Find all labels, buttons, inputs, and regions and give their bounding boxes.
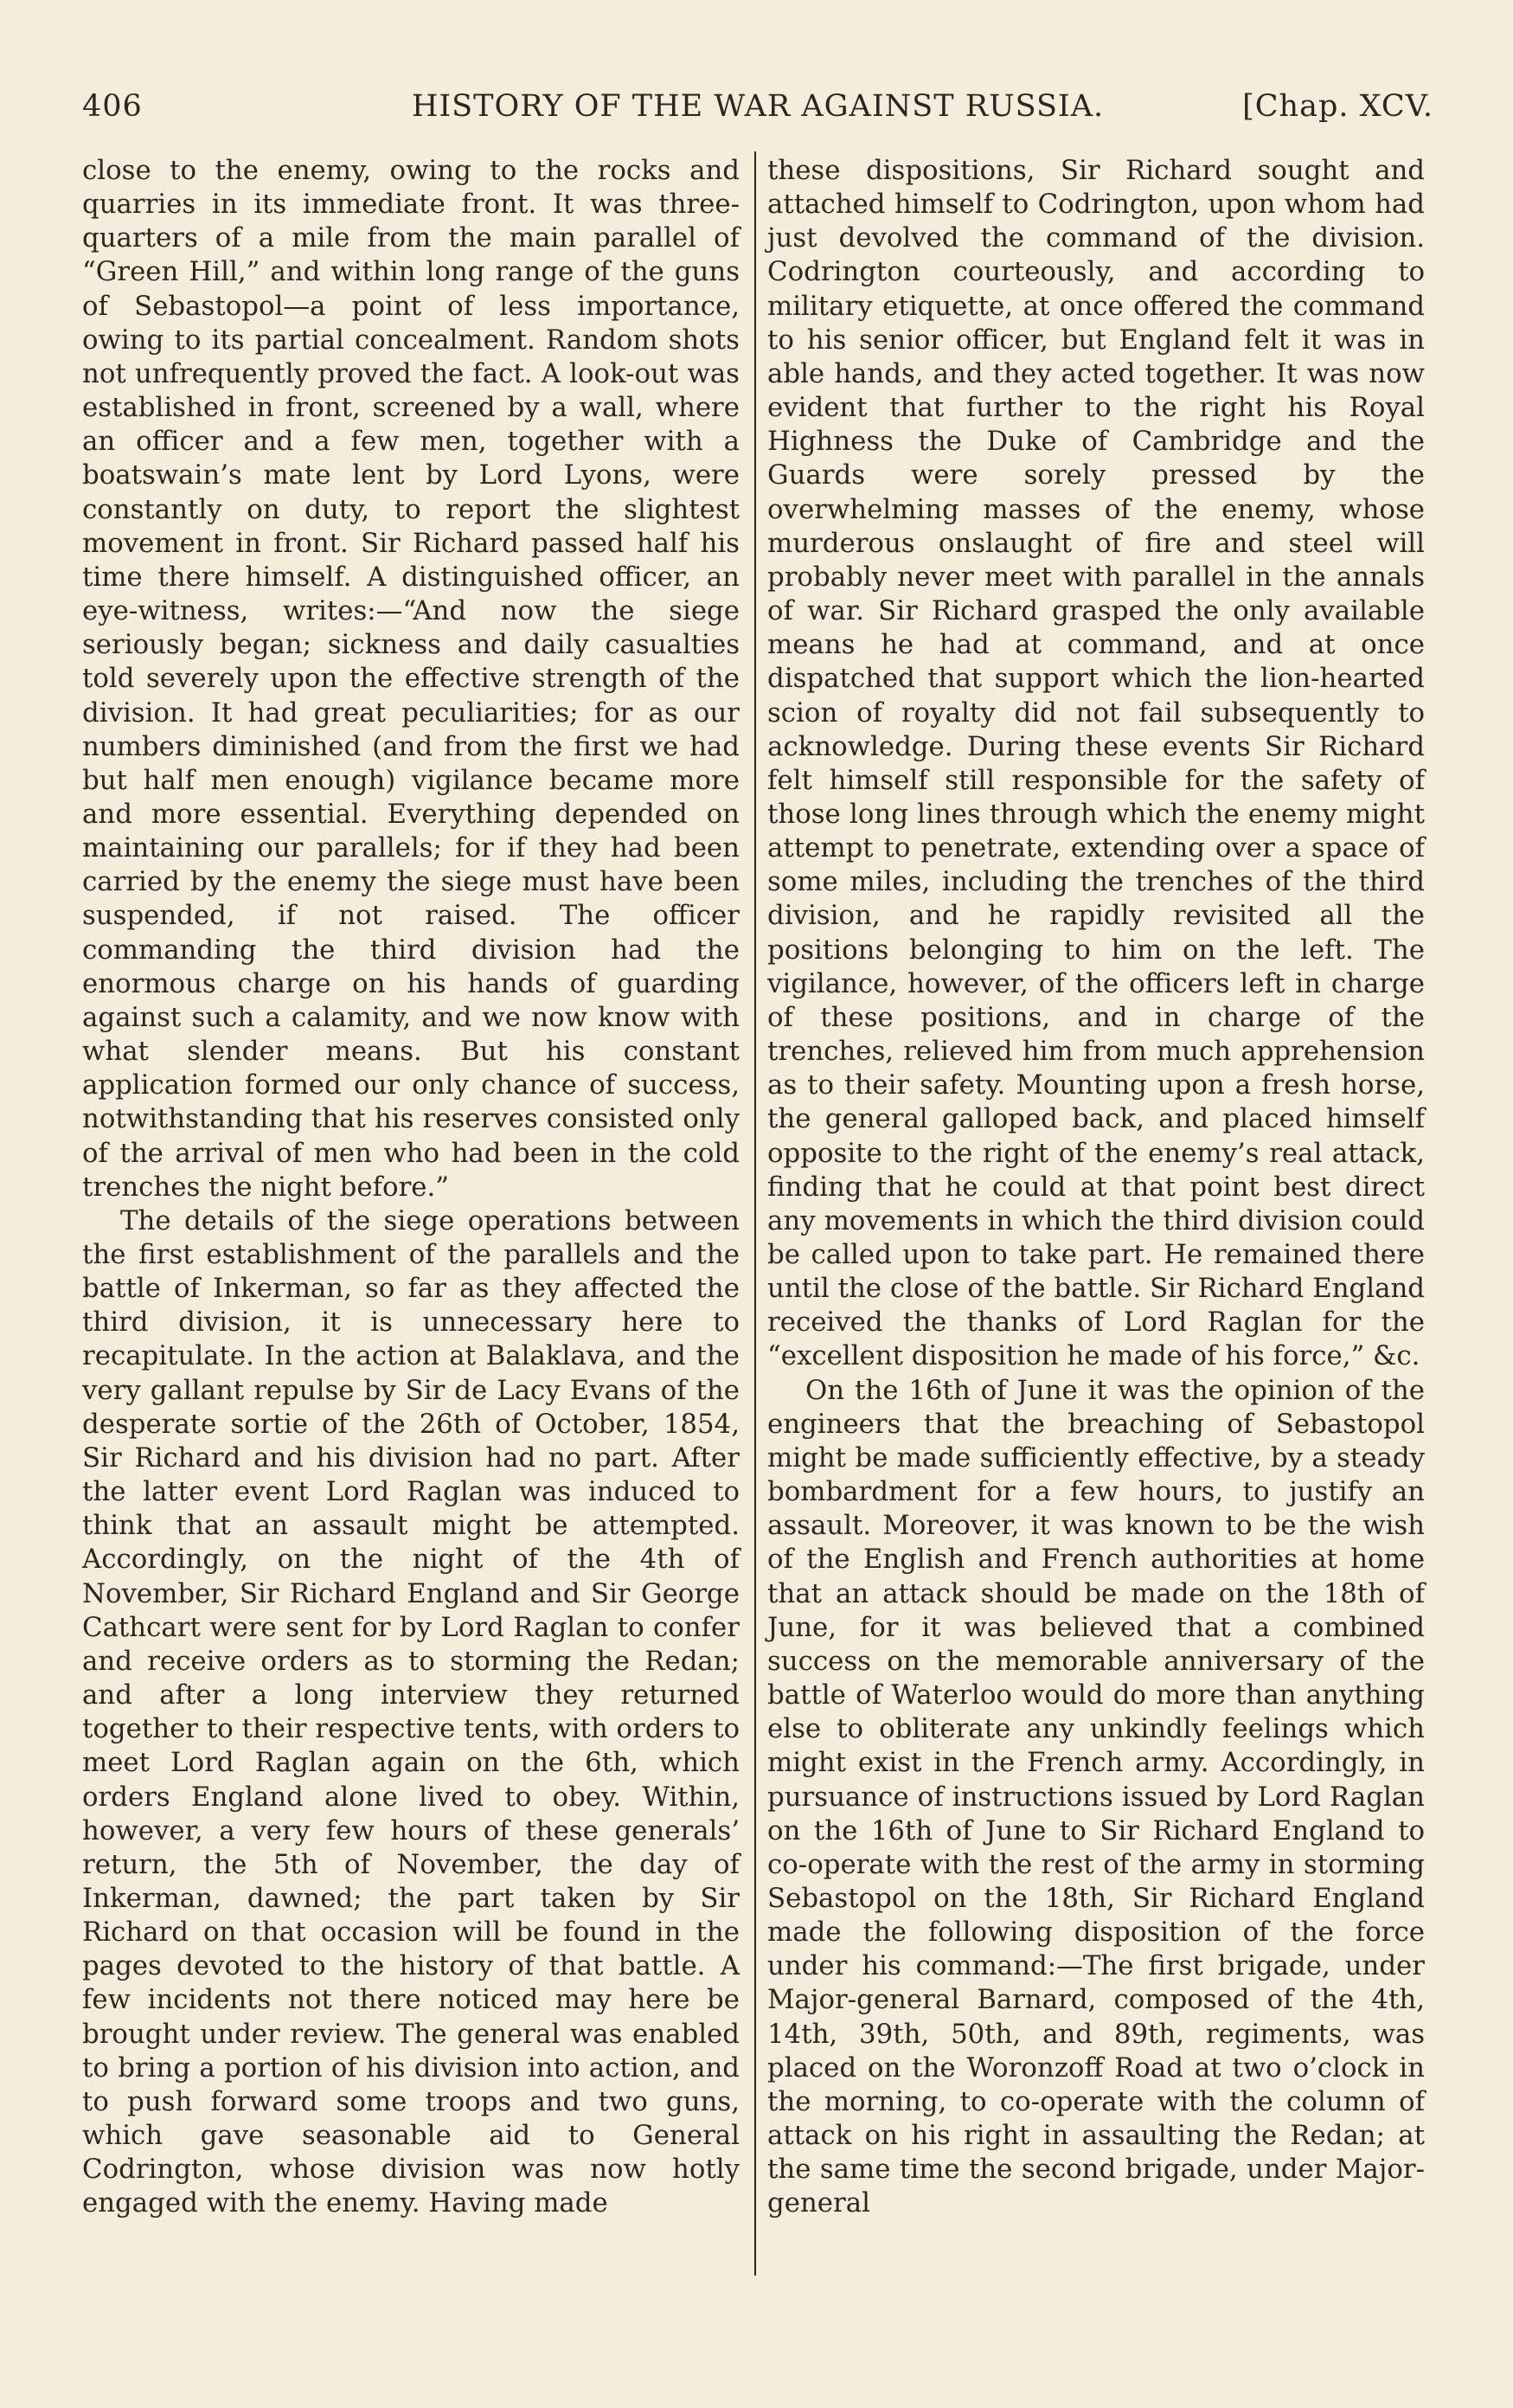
running-title: HISTORY OF THE WAR AGAINST RUSSIA. — [411, 89, 1105, 124]
right-column — [767, 154, 1425, 2221]
column-divider — [754, 151, 756, 2276]
paragraph: close to the enemy, owing to the rocks and quarries in its immediate front. It was three-quarters of a mile from the main parallel of “Green Hill,” and within long range of the guns of Sebastopol—a point of less importance, owing to its partial concealment. Random shots not unfrequently proved the fact. A look-out was established in front, screened by a wall, where an officer and a few men, together with a boatswain’s mate lent by Lord Lyons, were constantly on duty, to report the slightest movement in front. Sir Richard passed half his time there himself. A distinguished officer, an eye-witness, writes:—“And now the siege seriously began; sickness and daily casualties told severely upon the effective strength of the division. It had great peculiarities; for as our numbers diminished (and from the first we had but half men enough) vigilance became more and more essential. Everything depended on maintaining our parallels; for if they had been carried by the enemy the siege must have been suspended, if not raised. The officer commanding the third division had the enormous charge on his hands of guarding against such a calamity, and we now know with what slender means. But his constant application formed our only chance of success, notwithstanding that his reserves consisted only of the arrival of men who had been in the cold trenches the night before.” — [82, 155, 740, 1203]
paragraph: The details of the siege operations between the first establishment of the parallels and the battle of Inkerman, so far as they affected the third division, it is unnecessary here to recapitulate. In the action at Balaklava, and the very gallant repulse by Sir de Lacy Evans of the desperate sortie of the 26th of October, 1854, Sir Richard and his division had no part. After the latter event Lord Raglan was induced to think that an assault might be attempted. Accordingly, on the night of the 4th of November, Sir Richard England and Sir George Cathcart were sent for by Lord Raglan to confer and receive orders as to storming the Redan; and after a long interview they returned together to their respective tents, with orders to meet Lord Raglan again on the 6th, which orders England alone lived to obey. Within, however, a very few hours of these generals’ return, the 5th of November, the day of Inkerman, dawned; the part taken by Sir Richard on that occasion will be found in the pages devoted to the history of that battle. A few incidents not there noticed may here be brought under review. The general was enabled to bring a portion of his division into action, and to push forward some troops and two guns, which gave seasonable aid to General Codrington, whose division was now hotly engaged with the enemy. Having made — [82, 1204, 740, 2219]
left-column — [82, 154, 740, 2221]
paragraph: On the 16th of June it was the opinion of the engineers that the breaching of Sebastopol might be made sufficiently effective, by a steady bombardment for a few hours, to justify an assault. Moreover, it was known to be the wish of the English and French authorities at home that an attack should be made on the 18th of June, for it was believed that a combined success on the memorable anniversary of the battle of Waterloo would do more than anything else to obliterate any unkindly feelings which might exist in the French army. Accordingly, in pursuance of instructions issued by Lord Raglan on the 16th of June to Sir Richard England to co-operate with the rest of the army in storming Sebastopol on the 18th, Sir Richard England made the following disposition of the force under his command:—The first brigade, under Major-general Barnard, composed of the 4th, 14th, 39th, 50th, and 89th, regiments, was placed on the Woronzoff Road at two o’clock in the morning, to co-operate with the column of attack on his right in assaulting the Redan; at the same time the second brigade, under Major-general — [767, 1374, 1425, 2219]
chapter-label: [Chap. XCV. — [1242, 89, 1433, 124]
paragraph: these dispositions, Sir Richard sought and attached himself to Codrington, upon whom had just devolved the command of the division. Codrington courteously, and according to military etiquette, at once offered the command to his senior officer, but England felt it was in able hands, and they acted together. It was now evident that further to the right his Royal Highness the Duke of Cambridge and the Guards were sorely pressed by the overwhelming masses of the enemy, whose murderous onslaught of fire and steel will probably never meet with parallel in the annals of war. Sir Richard grasped the only available means he had at command, and at once dispatched that support which the lion-hearted scion of royalty did not fail subsequently to acknowledge. During these events Sir Richard felt himself still responsible for the safety of those long lines through which the enemy might attempt to penetrate, extending over a space of some miles, including the trenches of the third division, and he rapidly revisited all the positions belonging to him on the left. The vigilance, however, of the officers left in charge of these positions, and in charge of the trenches, relieved him from much apprehension as to their safety. Mounting upon a fresh horse, the general galloped back, and placed himself opposite to the right of the enemy’s real attack, finding that he could at that point best direct any movements in which the third division could be called upon to take part. He remained there until the close of the battle. Sir Richard England received the thanks of Lord Raglan for the “excellent disposition he made of his force,” &c. — [767, 155, 1425, 1372]
page-number: 406 — [82, 89, 143, 124]
running-header — [82, 85, 1433, 128]
